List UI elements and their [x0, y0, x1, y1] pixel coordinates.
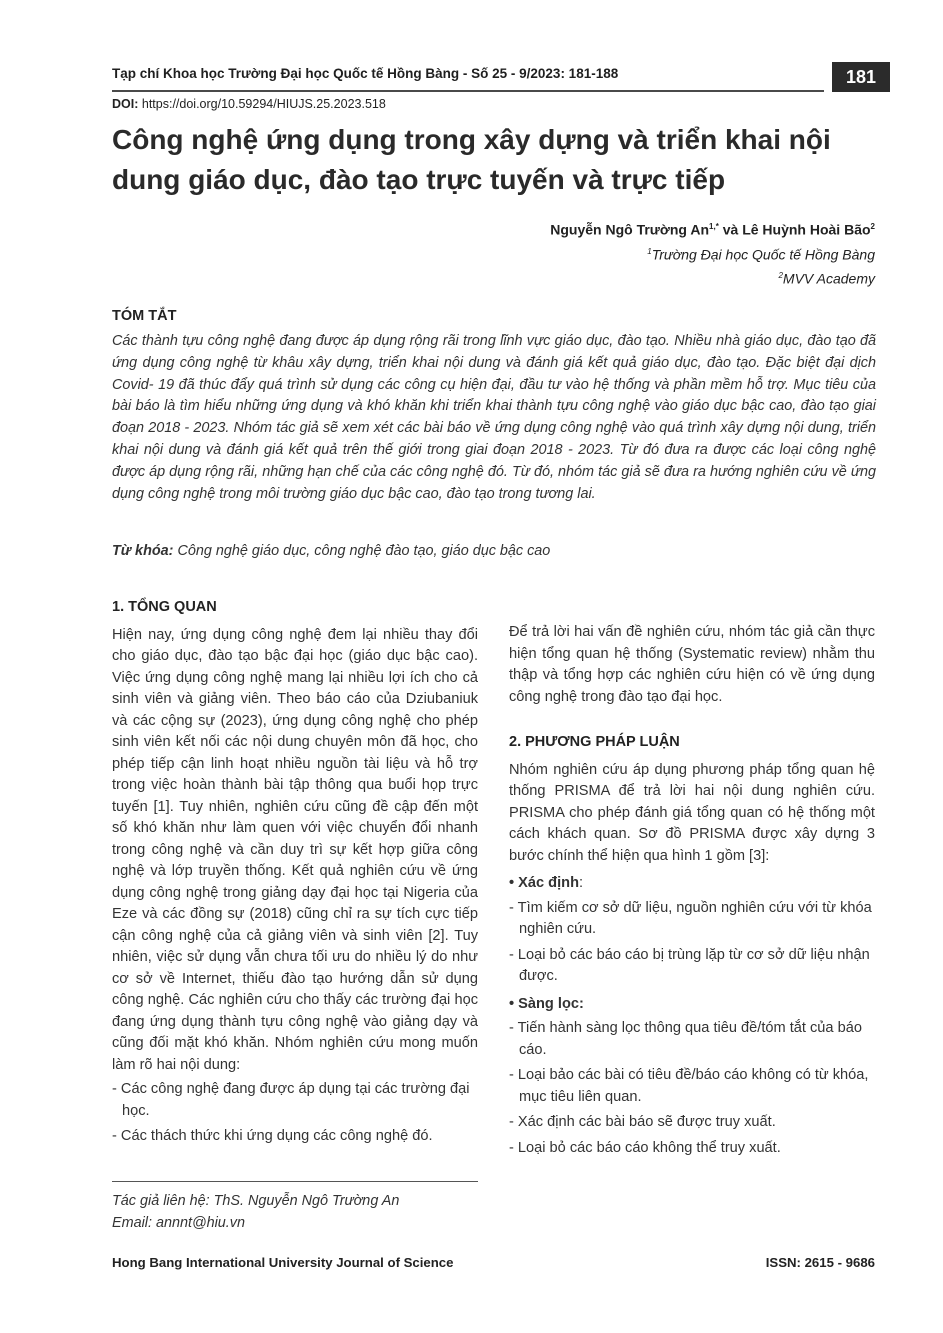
footer-journal: Hong Bang International University Journal of Science	[112, 1255, 454, 1270]
step-screening-item: - Loại bỏ các báo cáo không thể truy xuất.	[509, 1139, 781, 1156]
step-screening-item: - Tiến hành sàng lọc thông qua tiêu đề/tóm tắt của báo cáo.	[509, 1020, 862, 1058]
footnote-rule	[112, 1181, 478, 1182]
page-number: 181	[832, 62, 890, 92]
author-and: và	[722, 221, 739, 238]
authors-block	[550, 216, 875, 290]
corresponding-author-block	[112, 1190, 399, 1234]
section-1-heading: 1. TỔNG QUAN	[112, 599, 217, 615]
step-identification-item: - Tìm kiếm cơ sở dữ liệu, nguồn nghiên cứu với từ khóa nghiên cứu.	[509, 899, 872, 937]
doi-line	[112, 97, 386, 111]
footer-issn: ISSN: 2615 - 9686	[765, 1255, 875, 1270]
step-identification-text: • Xác định	[509, 875, 579, 891]
keywords-text: Công nghệ giáo dục, công nghệ đào tạo, giáo dục bậc cao	[177, 543, 551, 559]
affiliation-2-sup: 2	[778, 271, 783, 281]
affiliation-1-sup: 1	[647, 246, 652, 256]
step-screening-item: - Loại bảo các bài có tiêu đề/báo cáo không có từ khóa, mục tiêu liên quan.	[509, 1067, 869, 1105]
author-2-sup: 2	[870, 222, 875, 231]
step-identification-label	[509, 873, 875, 895]
section-1-continuation: Để trả lời hai vấn đề nghiên cứu, nhóm tác giả cần thực hiện tổng quan hệ thống (Systematic review) nhằm thu thập và tổng hợp các nghiên cứu hiện có về ứng dụng công nghệ trong đào tạo đại học.	[509, 624, 875, 705]
header-rule	[112, 90, 824, 92]
section-2-heading: 2. PHƯƠNG PHÁP LUẬN	[509, 734, 680, 750]
keywords-label: Từ khóa:	[112, 543, 174, 559]
affiliation-1	[550, 241, 875, 266]
left-column	[112, 597, 478, 1152]
step-identification-colon: :	[578, 875, 584, 891]
step-screening-label: • Sàng lọc:	[509, 995, 584, 1012]
step-identification-item: - Loại bỏ các báo cáo bị trùng lặp từ cơ sở dữ liệu nhận được.	[509, 946, 870, 984]
research-question-item: - Các công nghệ đang được áp dụng tại các trường đại học.	[112, 1081, 470, 1119]
author-names	[550, 216, 875, 241]
corresponding-email: Email: annnt@hiu.vn	[112, 1215, 246, 1231]
author-1: Nguyễn Ngô Trường An	[550, 221, 710, 238]
right-column	[509, 622, 875, 1163]
author-2: Lê Huỳnh Hoài Bão	[742, 221, 871, 238]
affiliation-1-text: Trường Đại học Quốc tế Hồng Bàng	[651, 246, 875, 263]
research-question-item: - Các thách thức khi ứng dụng các công nghệ đó.	[112, 1128, 433, 1144]
doi-link[interactable]: https://doi.org/10.59294/HIUJS.25.2023.518	[141, 97, 386, 111]
corresponding-author: Tác giả liên hệ: ThS. Nguyễn Ngô Trường An	[112, 1193, 400, 1209]
abstract-text: Các thành tựu công nghệ đang được áp dụng rộng rãi trong lĩnh vực giáo dục, đào tạo. Nhiều nhà giáo dục, đào tạo đã ứng dụng công nghệ từ khâu xây dựng, triển khai nội dung và đánh giá kết quả giáo dục, đào tạo. Đặc biệt đại dịch Covid- 19 đã thúc đẩy quá trình sử dụng các công cụ hiện đại, đầu tư vào hệ thống và phần mềm hỗ trợ. Mục tiêu của bài báo là tìm hiểu những ứng dụng và khó khăn khi triển khai thành tựu công nghệ vào giáo dục bậc cao, đào tạo giai đoạn 2018 - 2023. Nhóm tác giả sẽ xem xét các bài báo về ứng dụng công nghệ vào quá trình xây dựng nội dung, triển khai nội dung và đánh giá kết quả trên thế giới trong giai đoạn 2018 - 2023. Từ đó đưa ra được các loại công nghệ được áp dụng rộng rãi, những hạn chế của các công nghệ đó. Từ đó, nhóm tác giả sẽ đưa ra hướng nghiên cứu về ứng dụng công nghệ trong môi trường giáo dục bậc cao, đào tạo trong tương lai.	[112, 333, 876, 502]
abstract-heading: TÓM TẮT	[112, 308, 177, 324]
affiliation-2	[550, 265, 875, 290]
journal-header: Tạp chí Khoa học Trường Đại học Quốc tế Hồng Bàng - Số 25 - 9/2023: 181-188	[112, 66, 619, 81]
author-1-sup: 1,*	[709, 222, 719, 231]
step-screening-item: - Xác định các bài báo sẽ được truy xuất.	[509, 1114, 776, 1130]
affiliation-2-text: MVV Academy	[782, 270, 875, 287]
paper-title: Công nghệ ứng dụng trong xây dựng và triển khai nội dung giáo dục, đào tạo trực tuyến và trực tiếp	[112, 124, 831, 195]
keywords-line	[112, 543, 876, 559]
doi-label: DOI:	[112, 97, 139, 111]
section-1-paragraph: Hiện nay, ứng dụng công nghệ đem lại nhiều thay đổi cho giáo dục, đào tạo bậc đại học (giáo dục bậc cao). Việc ứng dụng công nghệ mang lại nhiều lợi ích cho cả sinh viên và giảng viên. Theo báo cáo của Dziubaniuk và các cộng sự (2023), ứng dụng công nghệ cho phép sinh viên kết nối các nội dung chuyên môn đã học, cho phép tiếp cận linh hoạt nhiều nguồn tài liệu và hỗ trợ trong việc hoàn thành bài tập thông qua buổi họp trực tuyến [1]. Tuy nhiên, nghiên cứu cũng đề cập đến một số khó khăn như làm quen với việc chuyển đổi nhanh trong công nghệ và cần duy trì sự kết hợp giữa công nghệ và lớp truyền thống. Kết quả nghiên cứu về ứng dụng công nghệ trong giảng dạy đại học tại Nigeria của Eze và các đồng sự (2018) cũng chỉ ra sự tích cực tiếp cận công nghệ của cả giảng viên và sinh viên [2]. Tuy nhiên, việc sử dụng vẫn chưa tối ưu do nhiều lý do như cơ sở về Internet, thiếu đào tạo hướng dẫn sử dụng công nghệ. Các nghiên cứu cho thấy các trường đại học đang ứng dụng thành tựu công nghệ vào giảng dạy và cũng đối mặt khó khăn. Nhóm nghiên cứu mong muốn làm rõ hai nội dung:	[112, 626, 478, 1073]
section-2-paragraph: Nhóm nghiên cứu áp dụng phương pháp tổng quan hệ thống PRISMA để trả lời hai nội dung nghiên cứu. PRISMA cho phép đánh giá tổng quan có hệ thống một cách khách quan. Sơ đồ PRISMA được xây dựng 3 bước chính thể hiện qua hình 1 gồm [3]:	[509, 761, 875, 864]
